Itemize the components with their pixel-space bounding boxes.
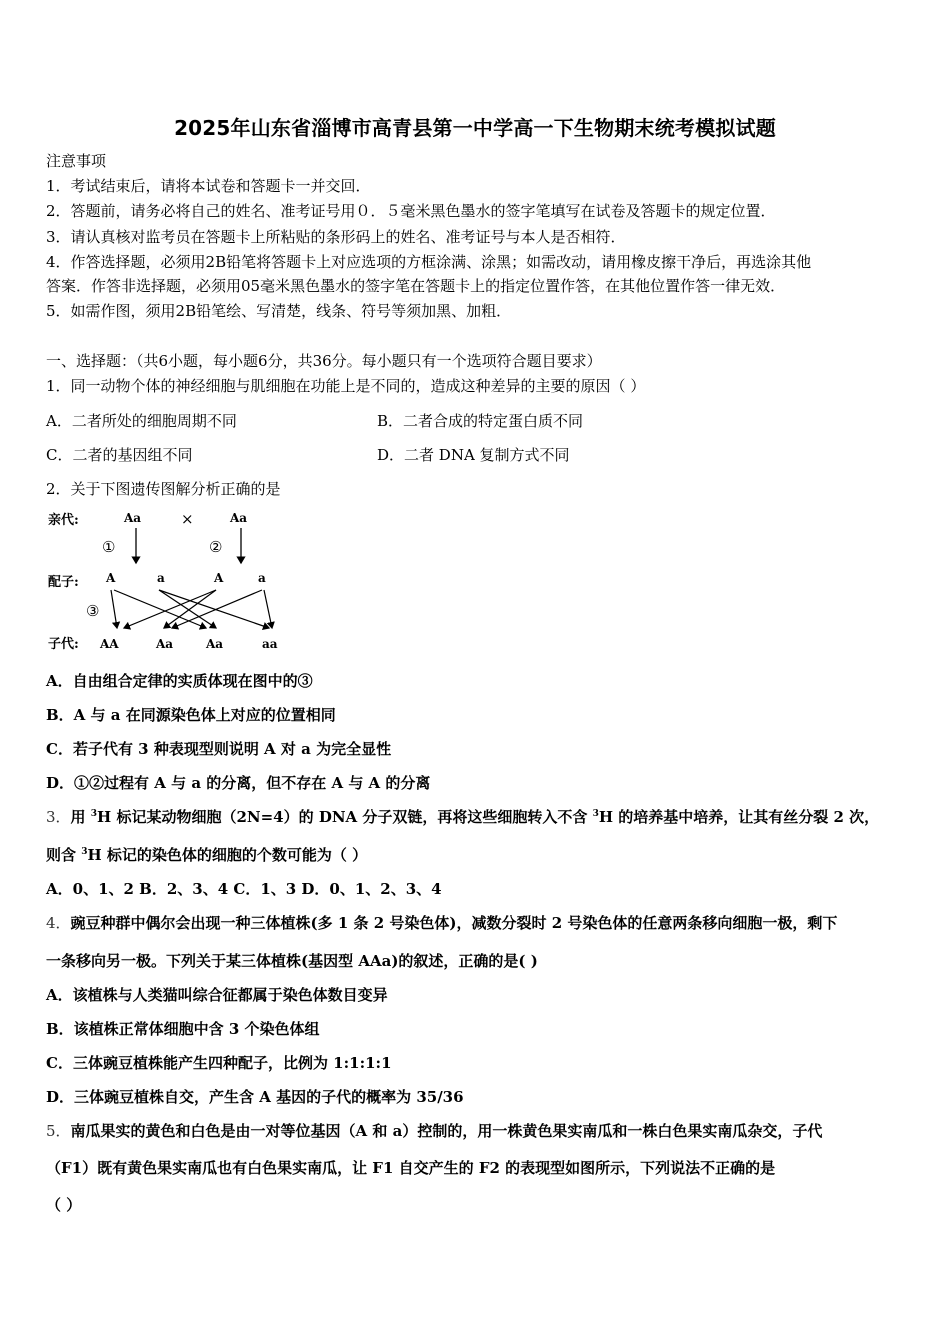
gamete-label: 配子: xyxy=(48,575,79,590)
step-marker: ① xyxy=(102,538,116,556)
q1-option-a: A．二者所处的细胞周期不同 xyxy=(46,412,237,430)
parent-genotype: Aa xyxy=(124,511,142,525)
cross-symbol: × xyxy=(181,510,194,528)
q1-option-b: B．二者合成的特定蛋白质不同 xyxy=(377,412,584,430)
q5-stem-line1: 5．南瓜果实的黄色和白色是由一对等位基因（A 和 a）控制的，用一株黄色果实南瓜和一株白色果实南瓜杂交，子代 xyxy=(46,1122,823,1140)
q1-stem: 1．同一动物个体的神经细胞与肌细胞在功能上是不同的，造成这种差异的主要的原因（ ） xyxy=(46,377,646,395)
gamete: a xyxy=(258,571,266,585)
notice-item: 2．答题前，请务必将自己的姓名、准考证号用０．５毫米黑色墨水的签字笔填写在试卷及答题卡的规定位置． xyxy=(46,202,776,220)
section-heading: 一、选择题：（共6小题，每小题6分，共36分。每小题只有一个选项符合题目要求） xyxy=(46,352,602,370)
q2-option-b: B．A 与 a 在同源染色体上对应的位置相同 xyxy=(46,706,336,724)
offspring-genotype: AA xyxy=(100,637,119,651)
offspring-genotype: Aa xyxy=(156,637,174,651)
q4-option-d: D．三体豌豆植株自交，产生含 A 基因的子代的概率为 35/36 xyxy=(46,1088,464,1106)
q1-option-d: D．二者 DNA 复制方式不同 xyxy=(377,446,570,464)
q3-options: A．0、1、2 B．2、3、4 C．1、3 D．0、1、2、3、4 xyxy=(46,880,442,898)
notice-item: 3．请认真核对监考员在答题卡上所粘贴的条形码上的姓名、准考证号与本人是否相符． xyxy=(46,228,626,246)
notice-item: 5．如需作图，须用2B铅笔绘、写清楚，线条、符号等须加黑、加粗． xyxy=(46,302,512,320)
page-title: 2025年山东省淄博市高青县第一中学高一下生物期末统考模拟试题 xyxy=(174,116,776,140)
q2-option-a: A．自由组合定律的实质体现在图中的③ xyxy=(46,672,313,690)
gamete: a xyxy=(157,571,165,585)
notice-item: 1．考试结束后，请将本试卷和答题卡一并交回． xyxy=(46,177,371,195)
notice-item: 答案．作答非选择题，必须用05毫米黑色墨水的签字笔在答题卡上的指定位置作答，在其他位置作答一律无效． xyxy=(46,277,786,295)
q2-option-c: C．若子代有 3 种表现型则说明 A 对 a 为完全显性 xyxy=(46,740,392,758)
q4-stem-line2: 一条移向另一极。下列关于某三体植株(基因型 AAa)的叙述，正确的是( ) xyxy=(46,952,538,970)
notice-item: 4．作答选择题，必须用2B铅笔将答题卡上对应选项的方框涂满、涂黑；如需改动，请用橡皮擦干净后，再选涂其他 xyxy=(46,253,812,271)
q1-option-c: C．二者的基因组不同 xyxy=(46,446,193,464)
gamete: A xyxy=(214,571,224,585)
q4-option-c: C．三体豌豆植株能产生四种配子，比例为 1:1:1:1 xyxy=(46,1054,392,1072)
q5-stem-line2: （F1）既有黄色果实南瓜也有白色果实南瓜，让 F1 自交产生的 F2 的表现型如图所示，下列说法不正确的是 xyxy=(46,1159,776,1177)
step-marker: ③ xyxy=(86,602,100,620)
q3-stem-line1: 3．用 $^3$H 标记某动物细胞（2N=4）的 DNA 分子双链，再将这些细胞转入不含 $^3$H 的培养基中培养，让其有丝分裂 2 次， xyxy=(46,808,880,826)
step-marker: ② xyxy=(209,538,223,556)
gamete: A xyxy=(106,571,116,585)
parent-label: 亲代: xyxy=(48,513,79,528)
genetic-cross-diagram xyxy=(44,506,284,654)
offspring-genotype: aa xyxy=(262,637,278,651)
q4-option-a: A．该植株与人类猫叫综合征都属于染色体数目变异 xyxy=(46,986,388,1004)
offspring-genotype: Aa xyxy=(206,637,224,651)
q4-stem-line1: 4．豌豆种群中偶尔会出现一种三体植株(多 1 条 2 号染色体)，减数分裂时 2 号染色体的任意两条移向细胞一极，剩下 xyxy=(46,914,838,932)
q2-option-d: D．①②过程有 A 与 a 的分离，但不存在 A 与 A 的分离 xyxy=(46,774,431,792)
q3-stem-line2: 则含 $^3$H 标记的染色体的细胞的个数可能为（ ） xyxy=(46,846,368,864)
parent-genotype: Aa xyxy=(230,511,248,525)
offspring-label: 子代: xyxy=(48,637,79,652)
notice-heading: 注意事项 xyxy=(46,152,107,170)
q2-stem: 2．关于下图遗传图解分析正确的是 xyxy=(46,480,281,498)
q5-stem-line3: （ ） xyxy=(46,1196,82,1214)
q4-option-b: B．该植株正常体细胞中含 3 个染色体组 xyxy=(46,1020,320,1038)
